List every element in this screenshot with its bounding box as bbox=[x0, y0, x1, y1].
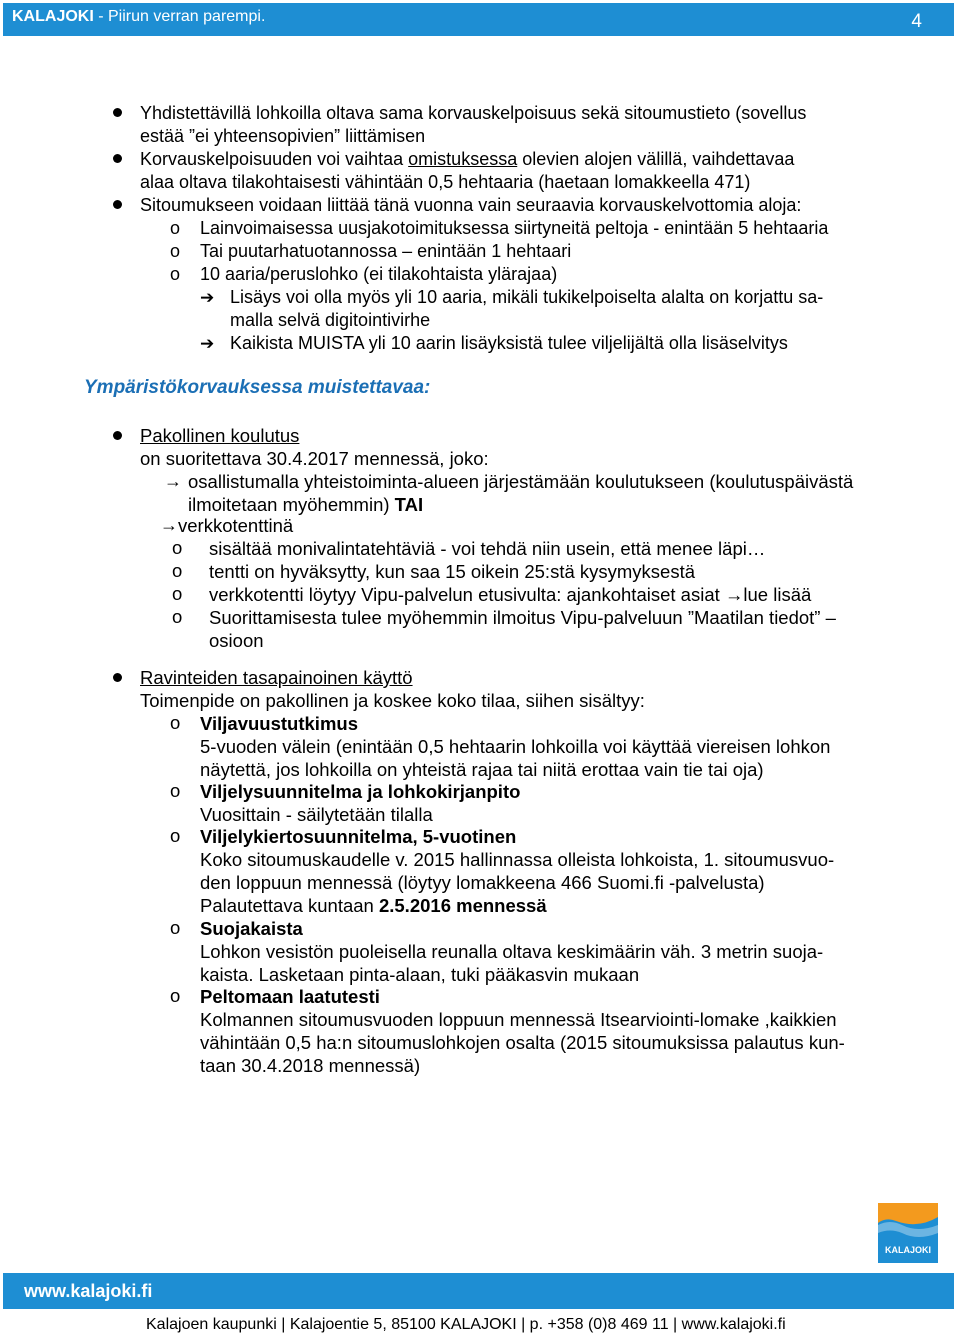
list-item-text: alaa oltava tilakohtaisesti vähintään 0,5 hehtaaria (haetaan lomakkeella 471) bbox=[140, 172, 751, 192]
arrow-right-icon: → bbox=[724, 584, 744, 605]
circle-bullet: o bbox=[172, 606, 183, 627]
item-title: Viljavuustutkimus bbox=[200, 713, 358, 734]
circle-bullet: o bbox=[170, 985, 181, 1006]
item-text: Lohkon vesistön puoleisella reunalla oltava keskimäärin väh. 3 metrin suoja- bbox=[200, 941, 824, 962]
arrow-right-icon: → bbox=[160, 515, 178, 535]
item-title: Peltomaan laatutesti bbox=[200, 986, 380, 1007]
circle-bullet: o bbox=[170, 917, 181, 938]
bold-text: TAI bbox=[394, 494, 424, 515]
item-text: Koko sitoumuskaudelle v. 2015 hallinnassa olleista lohkoista, 1. sitoumusvuo- bbox=[200, 849, 835, 870]
item-text: Toimenpide on pakollinen ja koskee koko tilaa, siihen sisältyy: bbox=[140, 690, 645, 711]
item-title: Suojakaista bbox=[200, 918, 303, 939]
circle-bullet: o bbox=[170, 712, 181, 733]
kalajoki-logo bbox=[878, 1203, 938, 1273]
circle-bullet: o bbox=[172, 583, 183, 604]
circle-bullet: o bbox=[170, 241, 181, 261]
list-item-text: malla selvä digitointivirhe bbox=[230, 310, 431, 330]
section-heading: Ympäristökorvauksessa muistettavaa: bbox=[84, 377, 431, 398]
list-item-text: 10 aaria/peruslohko (ei tilakohtaista ylärajaa) bbox=[200, 264, 558, 284]
bullet-dot bbox=[113, 154, 122, 163]
list-item-text: estää ”ei yhteensopivien” liittämisen bbox=[140, 126, 426, 146]
list-item-text: Tai puutarhatuotannossa – enintään 1 hehtaari bbox=[200, 241, 572, 261]
list-item-text: Lainvoimaisessa uusjakotoimituksessa siirtyneitä peltoja - enintään 5 hehtaaria bbox=[200, 218, 829, 238]
circle-bullet: o bbox=[170, 264, 181, 284]
header-brand: KALAJOKI bbox=[12, 8, 94, 25]
header-slogan: - Piirun verran parempi. bbox=[93, 8, 266, 25]
text-span: verkkotentti löytyy Vipu-palvelun etusivulta: ajankohtaiset asiat bbox=[209, 584, 725, 605]
list-item-text: Yhdistettävillä lohkoilla oltava sama korvauskelpoisuus sekä sitoumustieto (sovellus bbox=[140, 103, 807, 123]
item-text: den loppuun mennessä (löytyy lomakkeena 466 Suomi.fi -palvelusta) bbox=[200, 872, 765, 893]
text-span: Palautettava kuntaan bbox=[200, 895, 379, 916]
item-text bbox=[200, 894, 547, 917]
item-text: 5-vuoden välein (enintään 0,5 hehtaarin lohkoilla voi käyttää viereisen lohkon bbox=[200, 736, 831, 757]
page-number: 4 bbox=[911, 11, 922, 32]
circle-bullet: o bbox=[170, 218, 181, 238]
item-title: Ravinteiden tasapainoinen käyttö bbox=[140, 667, 413, 688]
logo-text: KALAJOKI bbox=[884, 1245, 932, 1255]
circle-bullet: o bbox=[172, 537, 183, 558]
item-title: Pakollinen koulutus bbox=[140, 425, 300, 446]
item-text: Vuosittain - säilytetään tilalla bbox=[200, 804, 433, 825]
bullet-dot bbox=[113, 108, 122, 117]
text-span: lue lisää bbox=[743, 584, 812, 605]
list-item-text bbox=[140, 148, 794, 170]
bullet-dot bbox=[113, 431, 122, 440]
circle-bullet: o bbox=[172, 560, 183, 581]
arrow-right-icon: → bbox=[164, 471, 182, 491]
item-text bbox=[209, 583, 811, 606]
circle-bullet: o bbox=[170, 780, 181, 801]
logo-graphic bbox=[878, 1203, 938, 1273]
header-title bbox=[12, 8, 265, 26]
item-title: Viljelysuunnitelma ja lohkokirjanpito bbox=[200, 781, 521, 802]
item-text: tentti on hyväksytty, kun saa 15 oikein 25:stä kysymyksestä bbox=[209, 561, 696, 582]
bold-text: 2.5.2016 mennessä bbox=[378, 895, 547, 916]
item-text: kaista. Lasketaan pinta-alaan, tuki pääkasvin mukaan bbox=[200, 964, 640, 985]
item-title: Viljelykiertosuunnitelma, 5-vuotinen bbox=[200, 826, 517, 847]
list-item-text: Kaikista MUISTA yli 10 aarin lisäyksistä tulee viljelijältä olla lisäselvitys bbox=[230, 333, 788, 353]
arrow-right-icon: ➔ bbox=[200, 334, 215, 353]
item-text: taan 30.4.2018 mennessä) bbox=[200, 1055, 421, 1076]
list-item-text: Lisäys voi olla myös yli 10 aaria, mikäli tukikelpoiselta alalta on korjattu sa- bbox=[230, 287, 824, 307]
text-span: ilmoitetaan myöhemmin) bbox=[188, 494, 395, 515]
item-text: osioon bbox=[209, 630, 264, 651]
arrow-right-icon: ➔ bbox=[200, 288, 215, 307]
list-item-text: Sitoumukseen voidaan liittää tänä vuonna vain seuraavia korvauskelvottomia aloja: bbox=[140, 195, 802, 215]
underlined-text: omistuksessa bbox=[408, 149, 518, 169]
item-text: näytettä, jos lohkoilla on yhteistä rajaa tai niitä erottaa vain tie tai oja) bbox=[200, 759, 764, 780]
item-text: on suoritettava 30.4.2017 mennessä, joko: bbox=[140, 448, 489, 469]
item-text: Kolmannen sitoumusvuoden loppuun mennessä Itsearviointi-lomake ,kaikkien bbox=[200, 1009, 837, 1030]
item-text: sisältää monivalintatehtäviä - voi tehdä niin usein, että menee läpi… bbox=[209, 538, 766, 559]
footer-contact: Kalajoen kaupunki | Kalajoentie 5, 85100 KALAJOKI | p. +358 (0)8 469 11 | www.kalajoki.fi bbox=[146, 1316, 786, 1333]
circle-bullet: o bbox=[170, 825, 181, 846]
item-text: verkkotenttinä bbox=[178, 515, 294, 536]
footer-url[interactable]: www.kalajoki.fi bbox=[24, 1281, 153, 1301]
bullet-dot bbox=[113, 673, 122, 682]
bullet-dot bbox=[113, 200, 122, 209]
item-text: vähintään 0,5 ha:n sitoumuslohkojen osalta (2015 sitoumuksissa palautus kun- bbox=[200, 1032, 845, 1053]
item-text: Suorittamisesta tulee myöhemmin ilmoitus Vipu-palveluun ”Maatilan tiedot” – bbox=[209, 607, 836, 628]
item-text: osallistumalla yhteistoiminta-alueen järjestämään koulutukseen (koulutuspäivästä bbox=[188, 471, 854, 492]
text-span: Korvauskelpoisuuden voi vaihtaa bbox=[140, 149, 409, 169]
text-span: olevien alojen välillä, vaihdettavaa bbox=[517, 149, 795, 169]
item-text bbox=[188, 493, 423, 516]
